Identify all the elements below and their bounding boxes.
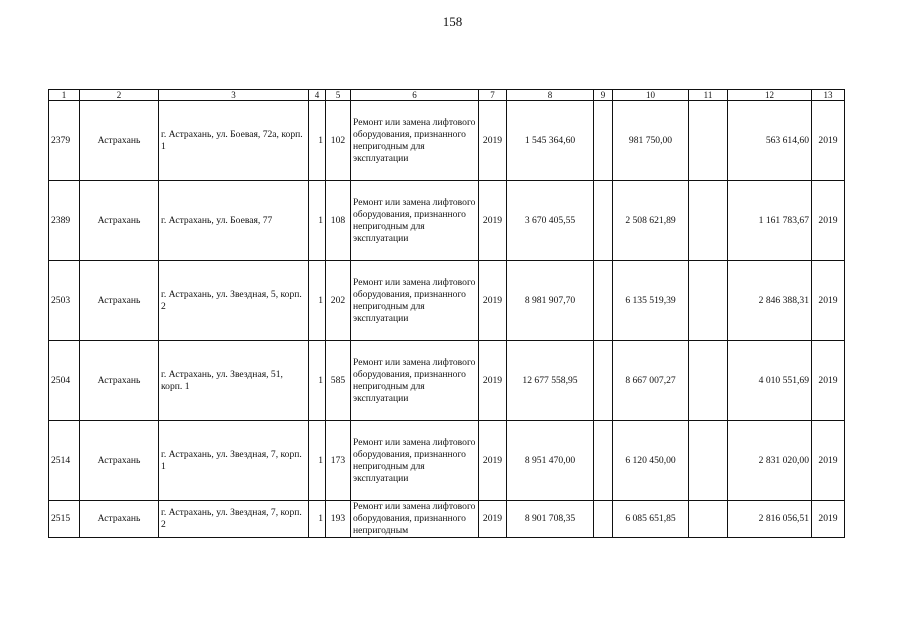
column-header: 8	[507, 90, 594, 101]
column-8-cell: 1 545 364,60	[507, 101, 594, 181]
year-cell: 2019	[479, 181, 507, 261]
column-12-cell: 2 816 056,51	[728, 501, 812, 538]
column-4-cell: 1	[309, 101, 326, 181]
city-cell: Астрахань	[80, 421, 159, 501]
register-table	[48, 89, 845, 538]
column-9-cell	[594, 341, 613, 421]
column-10-cell: 6 120 450,00	[613, 421, 689, 501]
table-row	[49, 261, 845, 341]
column-11-cell	[689, 501, 728, 538]
table-row	[49, 181, 845, 261]
column-4-cell: 1	[309, 501, 326, 538]
column-13-cell: 2019	[812, 261, 845, 341]
city-cell: Астрахань	[80, 501, 159, 538]
column-12-cell: 2 831 020,00	[728, 421, 812, 501]
column-13-cell: 2019	[812, 341, 845, 421]
address-cell: г. Астрахань, ул. Звездная, 7, корп. 1	[159, 421, 309, 501]
work-type-cell: Ремонт или замена лифтового оборудования, признанного непригодным для эксплуатации	[351, 421, 479, 501]
column-header: 1	[49, 90, 80, 101]
column-9-cell	[594, 261, 613, 341]
column-13-cell: 2019	[812, 181, 845, 261]
work-type-cell: Ремонт или замена лифтового оборудования, признанного непригодным для эксплуатации	[351, 341, 479, 421]
column-header: 3	[159, 90, 309, 101]
city-cell: Астрахань	[80, 341, 159, 421]
row-id-cell: 2379	[49, 101, 80, 181]
column-10-cell: 6 135 519,39	[613, 261, 689, 341]
header-row	[49, 90, 845, 101]
table-row	[49, 421, 845, 501]
row-id-cell: 2389	[49, 181, 80, 261]
column-9-cell	[594, 501, 613, 538]
city-cell: Астрахань	[80, 181, 159, 261]
column-11-cell	[689, 341, 728, 421]
column-10-cell: 6 085 651,85	[613, 501, 689, 538]
column-12-cell: 563 614,60	[728, 101, 812, 181]
row-id-cell: 2503	[49, 261, 80, 341]
column-12-cell: 1 161 783,67	[728, 181, 812, 261]
column-8-cell: 8 901 708,35	[507, 501, 594, 538]
year-cell: 2019	[479, 261, 507, 341]
column-header: 9	[594, 90, 613, 101]
column-header: 7	[479, 90, 507, 101]
year-cell: 2019	[479, 501, 507, 538]
column-4-cell: 1	[309, 181, 326, 261]
column-5-cell: 193	[326, 501, 351, 538]
work-type-cell	[351, 501, 479, 538]
page-number: 158	[442, 14, 463, 29]
row-id-cell: 2515	[49, 501, 80, 538]
column-header: 2	[80, 90, 159, 101]
year-cell: 2019	[479, 101, 507, 181]
column-8-cell: 3 670 405,55	[507, 181, 594, 261]
column-4-cell: 1	[309, 421, 326, 501]
column-header: 11	[689, 90, 728, 101]
column-12-cell: 4 010 551,69	[728, 341, 812, 421]
column-11-cell	[689, 101, 728, 181]
address-cell: г. Астрахань, ул. Звездная, 51, корп. 1	[159, 341, 309, 421]
column-10-cell: 981 750,00	[613, 101, 689, 181]
column-13-cell: 2019	[812, 501, 845, 538]
year-cell: 2019	[479, 341, 507, 421]
column-10-cell: 8 667 007,27	[613, 341, 689, 421]
address-cell: г. Астрахань, ул. Звездная, 5, корп. 2	[159, 261, 309, 341]
column-header: 6	[351, 90, 479, 101]
row-id-cell: 2504	[49, 341, 80, 421]
address-cell: г. Астрахань, ул. Звездная, 7, корп. 2	[159, 501, 309, 538]
column-13-cell: 2019	[812, 421, 845, 501]
column-header: 4	[309, 90, 326, 101]
column-8-cell: 8 951 470,00	[507, 421, 594, 501]
address-cell: г. Астрахань, ул. Боевая, 72а, корп. 1	[159, 101, 309, 181]
column-13-cell: 2019	[812, 101, 845, 181]
work-type-cell: Ремонт или замена лифтового оборудования, признанного непригодным для эксплуатации	[351, 181, 479, 261]
column-11-cell	[689, 421, 728, 501]
column-9-cell	[594, 421, 613, 501]
column-11-cell	[689, 181, 728, 261]
column-header: 13	[812, 90, 845, 101]
column-5-cell: 585	[326, 341, 351, 421]
work-type-cell: Ремонт или замена лифтового оборудования, признанного непригодным для эксплуатации	[351, 101, 479, 181]
table-row	[49, 101, 845, 181]
work-type-cell: Ремонт или замена лифтового оборудования, признанного непригодным для эксплуатации	[351, 261, 479, 341]
column-5-cell: 102	[326, 101, 351, 181]
city-cell: Астрахань	[80, 101, 159, 181]
column-5-cell: 202	[326, 261, 351, 341]
column-10-cell: 2 508 621,89	[613, 181, 689, 261]
column-5-cell: 108	[326, 181, 351, 261]
table-row	[49, 341, 845, 421]
column-11-cell	[689, 261, 728, 341]
column-4-cell: 1	[309, 261, 326, 341]
address-cell: г. Астрахань, ул. Боевая, 77	[159, 181, 309, 261]
column-9-cell	[594, 101, 613, 181]
column-8-cell: 8 981 907,70	[507, 261, 594, 341]
column-header: 12	[728, 90, 812, 101]
column-5-cell: 173	[326, 421, 351, 501]
column-8-cell: 12 677 558,95	[507, 341, 594, 421]
column-header: 5	[326, 90, 351, 101]
column-12-cell: 2 846 388,31	[728, 261, 812, 341]
year-cell: 2019	[479, 421, 507, 501]
table-row	[49, 501, 845, 538]
city-cell: Астрахань	[80, 261, 159, 341]
work-type-text: Ремонт или замена лифтового оборудования, признанного непригодным	[353, 501, 476, 536]
column-9-cell	[594, 181, 613, 261]
column-header: 10	[613, 90, 689, 101]
row-id-cell: 2514	[49, 421, 80, 501]
column-4-cell: 1	[309, 341, 326, 421]
